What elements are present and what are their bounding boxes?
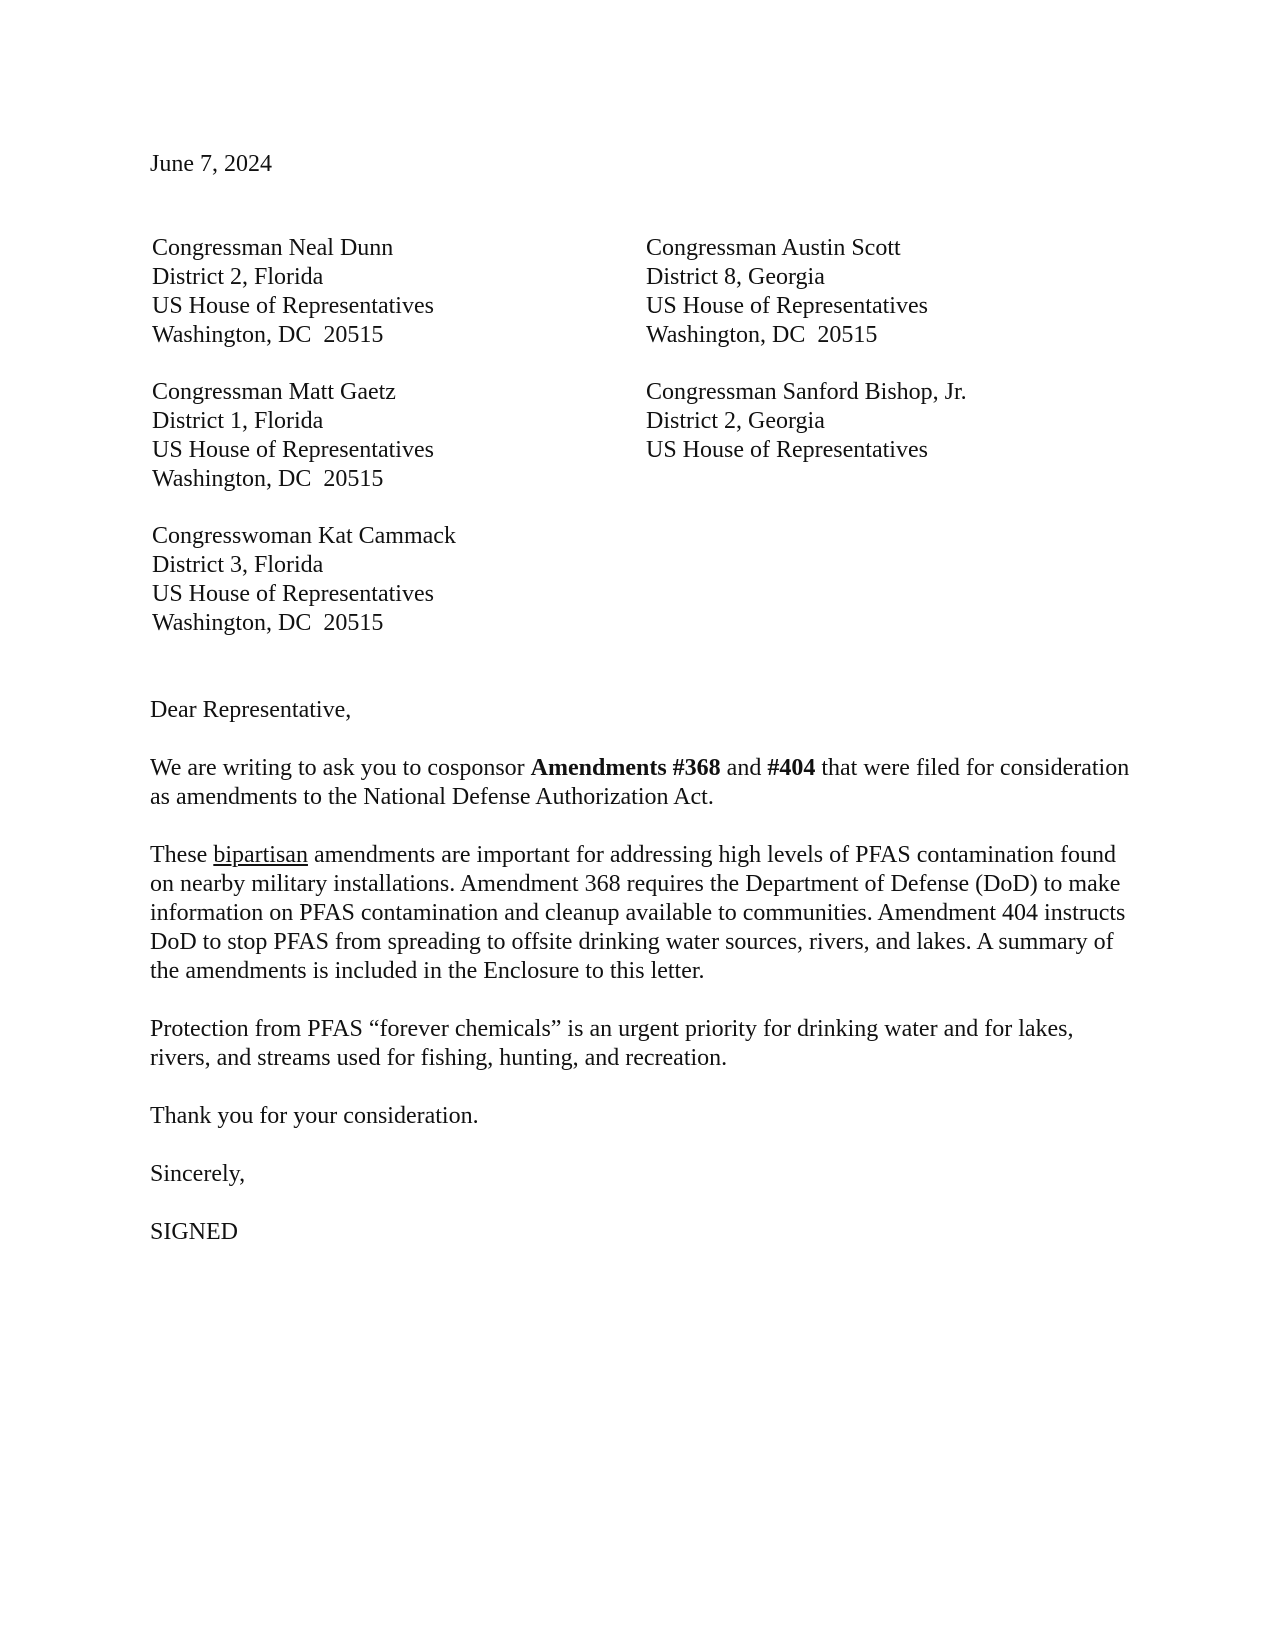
recipient-address-block [646, 234, 1116, 350]
recipient-district: District 3, Florida [152, 552, 324, 578]
recipient-address-block [152, 378, 622, 494]
recipient-office: US House of Representatives [646, 437, 928, 463]
recipient-district: District 1, Florida [152, 408, 324, 434]
recipient-city: Washington, DC 20515 [152, 466, 384, 492]
letter-body [150, 696, 1130, 1276]
paragraph-bipartisan [150, 841, 1130, 986]
paragraph-request [150, 754, 1130, 812]
recipient-office: US House of Representatives [152, 293, 434, 319]
recipient-city: Washington, DC 20515 [152, 322, 384, 348]
bipartisan-underlined: bipartisan [213, 842, 308, 868]
recipients-left-column [152, 234, 622, 666]
recipient-name: Congressman Austin Scott [646, 235, 901, 261]
paragraph-text: and [720, 755, 768, 781]
recipient-district: District 2, Georgia [646, 408, 825, 434]
signature: SIGNED [150, 1219, 238, 1245]
recipient-city: Washington, DC 20515 [646, 322, 878, 348]
recipient-office: US House of Representatives [152, 581, 434, 607]
paragraph-thanks: Thank you for your consideration. [150, 1103, 479, 1129]
paragraph-text: We are writing to ask you to cosponsor [150, 755, 531, 781]
paragraph-text: that were filed for consideration as amendments to the National Defense Authorization Act. [150, 755, 1130, 810]
recipient-city: Washington, DC 20515 [152, 610, 384, 636]
recipient-name: Congressman Matt Gaetz [152, 379, 396, 405]
recipient-address-block [152, 522, 622, 638]
letter-date: June 7, 2024 [150, 151, 272, 177]
salutation: Dear Representative, [150, 697, 352, 723]
recipient-district: District 2, Florida [152, 264, 324, 290]
recipient-address-block [152, 234, 622, 350]
recipient-name: Congressman Neal Dunn [152, 235, 394, 261]
recipient-name: Congressman Sanford Bishop, Jr. [646, 379, 967, 405]
recipient-office: US House of Representatives [646, 293, 928, 319]
paragraph-text: These [150, 842, 214, 868]
amendment-368-bold: Amendments #368 [530, 755, 721, 781]
recipients-right-column [646, 234, 1116, 493]
recipient-name: Congresswoman Kat Cammack [152, 523, 456, 549]
recipient-district: District 8, Georgia [646, 264, 825, 290]
paragraph-text: amendments are important for addressing high levels of PFAS contamination found on nearby military installations. Amendment 368 requires the Department of Defense (DoD) to make information on PFAS contamination and cleanup available to communities. Amendment 404 instructs DoD to stop PFAS from spreading to offsite drinking water sources, rivers, and lakes. A summary of the amendments is included in the Enclosure to this letter. [150, 842, 1126, 984]
closing: Sincerely, [150, 1161, 246, 1187]
recipient-office: US House of Representatives [152, 437, 434, 463]
amendment-404-bold: #404 [767, 755, 816, 781]
recipient-address-block [646, 378, 1116, 465]
paragraph-protection: Protection from PFAS “forever chemicals” is an urgent priority for drinking water and for lakes, rivers, and streams used for fishing, hunting, and recreation. [150, 1016, 1074, 1071]
